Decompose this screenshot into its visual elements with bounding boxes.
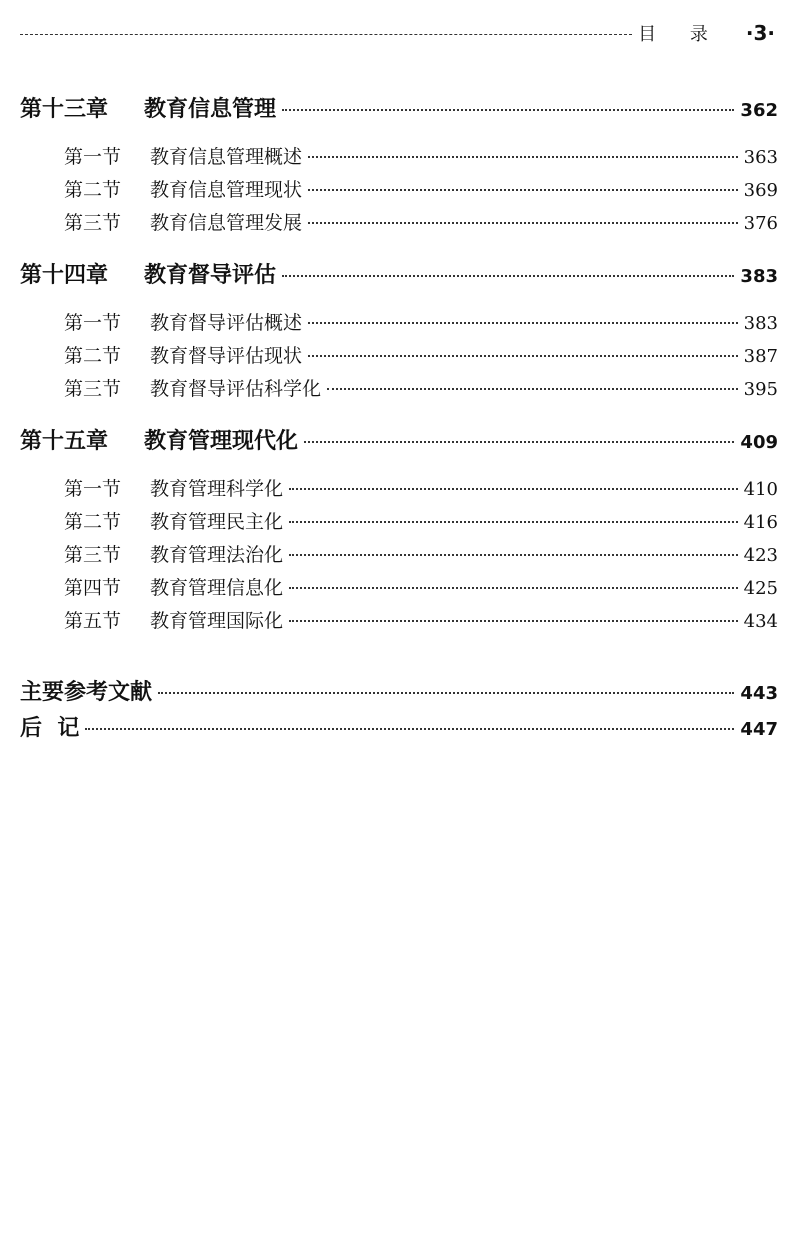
toc-entry-number: 第二节 [64, 179, 122, 201]
toc-entry-title: 教育信息管理概述 [150, 146, 303, 168]
toc-entry-number: 第十四章 [20, 263, 109, 288]
header-section-label: 目 录 [638, 24, 722, 45]
toc-entry-page: 425 [743, 578, 778, 599]
header-page-number: ·3· [745, 21, 775, 45]
toc-dot-leader [304, 441, 734, 443]
toc-entry-title: 主要参考文献 [20, 680, 153, 705]
toc-section [64, 474, 778, 501]
toc-chapter-13 [20, 92, 778, 123]
toc-dot-leader [289, 587, 738, 589]
toc-dot-leader [289, 488, 738, 490]
toc-entry-number: 第二节 [64, 511, 122, 533]
toc-entry-page: 443 [740, 683, 778, 704]
toc-entry-page: 369 [743, 180, 778, 201]
toc-section [64, 208, 778, 235]
toc-entry-page: 363 [743, 147, 778, 168]
toc-entry-page: 395 [743, 379, 778, 400]
toc-chapter-15 [20, 424, 778, 455]
toc-dot-leader [308, 355, 738, 357]
toc-entry-number: 第一节 [64, 146, 122, 168]
toc-dot-leader [158, 692, 734, 694]
toc-entry-title: 教育管理现代化 [144, 429, 299, 454]
toc-dot-leader [289, 620, 738, 622]
toc-entry-page: 410 [743, 479, 778, 500]
toc-section [64, 308, 778, 335]
toc-entry-number: 第三节 [64, 378, 122, 400]
toc-entry-page: 423 [743, 545, 778, 566]
header-dashed-rule [20, 34, 632, 35]
toc-entry-title: 教育管理法治化 [150, 544, 284, 566]
toc-entry-title: 教育督导评估 [144, 263, 277, 288]
toc-entry-page: 383 [743, 313, 778, 334]
toc-entry-number: 第一节 [64, 312, 122, 334]
toc-dot-leader [308, 222, 738, 224]
toc-entry-page: 447 [740, 719, 778, 740]
toc-section [64, 142, 778, 169]
toc-section [64, 606, 778, 633]
toc-dot-leader [282, 109, 734, 111]
toc-entry-page: 383 [740, 266, 778, 287]
toc-entry-number: 第三节 [64, 544, 122, 566]
toc-entry-number: 第三节 [64, 212, 122, 234]
toc-entry-title: 后 记 [20, 716, 80, 741]
toc-entry-number: 第十三章 [20, 97, 109, 122]
toc-entry-page: 362 [740, 100, 778, 121]
toc-entry-number: 第四节 [64, 577, 122, 599]
toc-section [64, 573, 778, 600]
toc-entry-title: 教育督导评估概述 [150, 312, 303, 334]
toc-entry-title: 教育管理信息化 [150, 577, 284, 599]
toc-dot-leader [289, 554, 738, 556]
toc-entry-title: 教育信息管理 [144, 97, 277, 122]
toc-section [64, 175, 778, 202]
toc-entry-page: 409 [740, 432, 778, 453]
toc-entry-page: 376 [743, 213, 778, 234]
toc-references [20, 675, 778, 706]
toc-entry-number: 第二节 [64, 345, 122, 367]
toc-dot-leader [308, 189, 738, 191]
running-header [20, 20, 775, 46]
toc-dot-leader [327, 388, 738, 390]
toc-afterword [20, 711, 778, 742]
toc-dot-leader [308, 322, 738, 324]
toc-entry-title: 教育督导评估现状 [150, 345, 303, 367]
toc-entry-title: 教育信息管理现状 [150, 179, 303, 201]
toc-dot-leader [308, 156, 738, 158]
toc-entry-title: 教育信息管理发展 [150, 212, 303, 234]
toc-section [64, 540, 778, 567]
toc-entry-number: 第一节 [64, 478, 122, 500]
toc-section [64, 341, 778, 368]
toc-entry-title: 教育管理民主化 [150, 511, 284, 533]
toc-section [64, 374, 778, 401]
toc-entry-page: 387 [743, 346, 778, 367]
toc-dot-leader [289, 521, 738, 523]
toc-section [64, 507, 778, 534]
toc-dot-leader [85, 728, 734, 730]
toc-entry-number: 第五节 [64, 610, 122, 632]
toc-entry-page: 416 [743, 512, 778, 533]
toc-dot-leader [282, 275, 734, 277]
toc-entry-title: 教育管理科学化 [150, 478, 284, 500]
toc-entry-number: 第十五章 [20, 429, 109, 454]
toc-chapter-14 [20, 258, 778, 289]
toc-entry-title: 教育督导评估科学化 [150, 378, 322, 400]
toc-entry-page: 434 [743, 611, 778, 632]
toc-entry-title: 教育管理国际化 [150, 610, 284, 632]
